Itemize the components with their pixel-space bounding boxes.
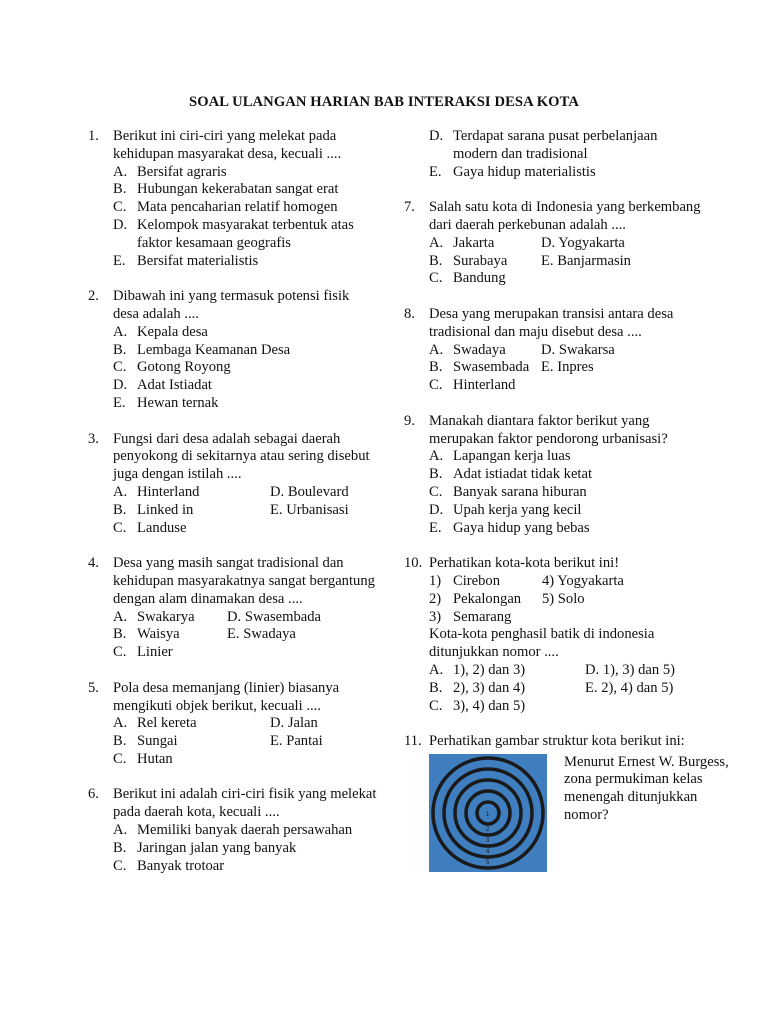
question-7	[404, 199, 704, 288]
question-number: 5.	[88, 679, 99, 696]
question-text: Perhatikan kota-kota berikut ini!	[429, 555, 620, 572]
option-row: C. Linier	[113, 644, 173, 661]
option-b: B. Adat istiadat tidak ketat	[429, 466, 593, 483]
question-prompt: Kota-kota penghasil batik di indonesia ditunjukkan nomor ....	[429, 626, 655, 661]
option-a: A. Bersifat agraris	[113, 163, 227, 180]
city-list-row: 3) Semarang	[429, 608, 512, 625]
option-row: B. Linked in E. Urbanisasi	[113, 501, 349, 518]
question-text: Berikut ini adalah ciri-ciri fisik yang melekat pada daerah kota, kecuali ....	[113, 786, 377, 821]
question-number: 8.	[404, 305, 415, 322]
option-c: C. Banyak sarana hiburan	[429, 483, 587, 500]
option-row: A. Jakarta D. Yogyakarta	[429, 234, 625, 251]
option-c: C. Mata pencaharian relatif homogen	[113, 199, 338, 216]
option-c: C. Gotong Royong	[113, 359, 231, 376]
question-number: 1.	[88, 128, 99, 144]
question-text: Salah satu kota di Indonesia yang berkembang dari daerah perkebunan adalah ....	[429, 199, 701, 233]
option-c: C. Banyak trotoar	[113, 857, 225, 874]
question-1	[88, 128, 378, 270]
option-d: D. Terdapat sarana pusat perbelanjaan modern dan tradisional	[429, 128, 658, 162]
option-row: C. Bandung	[429, 270, 506, 287]
option-a: A. Lapangan kerja luas	[429, 448, 571, 465]
option-row: B. Waisya E. Swadaya	[113, 626, 296, 643]
question-number: 9.	[404, 412, 415, 429]
question-number: 11.	[404, 733, 422, 750]
left-column	[88, 128, 378, 875]
option-e: E. Gaya hidup materialistis	[429, 163, 596, 180]
question-text: Pola desa memanjang (linier) biasanya mengikuti objek berikut, kecuali ....	[113, 679, 340, 714]
option-a: A. Kepala desa	[113, 323, 208, 340]
option-row: A. Hinterland D. Boulevard	[113, 483, 349, 500]
question-text: Manakah diantara faktor berikut yang merupakan faktor pendorong urbanisasi?	[429, 412, 668, 447]
city-list-row: 2) Pekalongan 5) Solo	[429, 590, 585, 607]
option-row: A. 1), 2) dan 3) D. 1), 3) dan 5)	[429, 661, 675, 678]
page-title: SOAL ULANGAN HARIAN BAB INTERAKSI DESA KOTA	[188, 94, 580, 110]
option-row: A. Swakarya D. Swasembada	[113, 608, 322, 625]
question-text: Desa yang merupakan transisi antara desa tradisional dan maju disebut desa ....	[429, 305, 674, 340]
figure-row	[429, 753, 729, 879]
option-row: B. Surabaya E. Banjarmasin	[429, 252, 631, 269]
option-row: B. 2), 3) dan 4) E. 2), 4) dan 5)	[429, 679, 674, 696]
option-b: B. Lembaga Keamanan Desa	[113, 341, 291, 358]
question-number: 7.	[404, 199, 415, 216]
question-9	[404, 413, 704, 538]
option-row: B. Sungai E. Pantai	[113, 733, 323, 750]
question-2	[88, 288, 378, 413]
zone-label-2: 2	[486, 826, 490, 833]
question-11	[404, 733, 729, 879]
concentric-zone-figure	[429, 754, 547, 872]
question-text: Perhatikan gambar struktur kota berikut ini:	[429, 733, 685, 750]
option-e: E. Bersifat materialistis	[113, 252, 259, 269]
zone-label-5: 5	[486, 859, 490, 866]
option-d: D. Upah kerja yang kecil	[429, 501, 582, 518]
option-d: D. Adat Istiadat	[113, 377, 212, 394]
option-b: B. Hubungan kekerabatan sangat erat	[113, 181, 339, 198]
question-4	[88, 555, 378, 662]
zone-label-3: 3	[486, 837, 490, 844]
question-text: Dibawah ini yang termasuk potensi fisik desa adalah ....	[113, 288, 350, 322]
option-row: C. Landuse	[113, 519, 187, 536]
right-column	[404, 128, 729, 879]
option-d: D. Kelompok masyarakat terbentuk atas faktor kesamaan geografis	[113, 216, 354, 251]
zone-label-4: 4	[486, 848, 490, 855]
zone-label-1: 1	[486, 811, 490, 818]
question-6	[88, 786, 378, 875]
option-row: C. 3), 4) dan 5)	[429, 697, 526, 714]
question-3	[88, 431, 378, 538]
question-8	[404, 306, 704, 395]
option-b: B. Jaringan jalan yang banyak	[113, 839, 297, 856]
question-5	[88, 680, 378, 769]
option-row: C. Hinterland	[429, 377, 516, 394]
figure-side-text: Menurut Ernest W. Burgess, zona permukiman kelas menengah ditunjukkan nomor?	[564, 753, 729, 823]
option-row: C. Hutan	[113, 750, 173, 767]
city-list-row: 1) Cirebon 4) Yogyakarta	[429, 572, 624, 589]
question-number: 2.	[88, 288, 99, 305]
option-row: B. Swasembada E. Inpres	[429, 359, 594, 376]
question-number: 6.	[88, 786, 99, 803]
question-number: 4.	[88, 555, 99, 572]
option-a: A. Memiliki banyak daerah persawahan	[113, 822, 353, 839]
concentric-circles-diagram	[429, 754, 547, 872]
option-e: E. Gaya hidup yang bebas	[429, 519, 590, 536]
question-number: 3.	[88, 430, 99, 447]
question-text: Berikut ini ciri-ciri yang melekat pada kehidupan masyarakat desa, kecuali ....	[113, 128, 342, 162]
question-text: Fungsi dari desa adalah sebagai daerah penyokong di sekitarnya atau sering disebut juga dengan istilah ....	[113, 430, 370, 483]
question-10	[404, 555, 704, 715]
question-number: 10.	[404, 555, 423, 572]
option-e: E. Hewan ternak	[113, 394, 219, 411]
option-row: A. Swadaya D. Swakarsa	[429, 341, 615, 358]
question-6-continued	[404, 128, 704, 181]
question-text: Desa yang masih sangat tradisional dan kehidupan masyarakatnya sangat bergantung dengan alam dinamakan desa ....	[113, 555, 375, 607]
option-row: A. Rel kereta D. Jalan	[113, 715, 318, 732]
